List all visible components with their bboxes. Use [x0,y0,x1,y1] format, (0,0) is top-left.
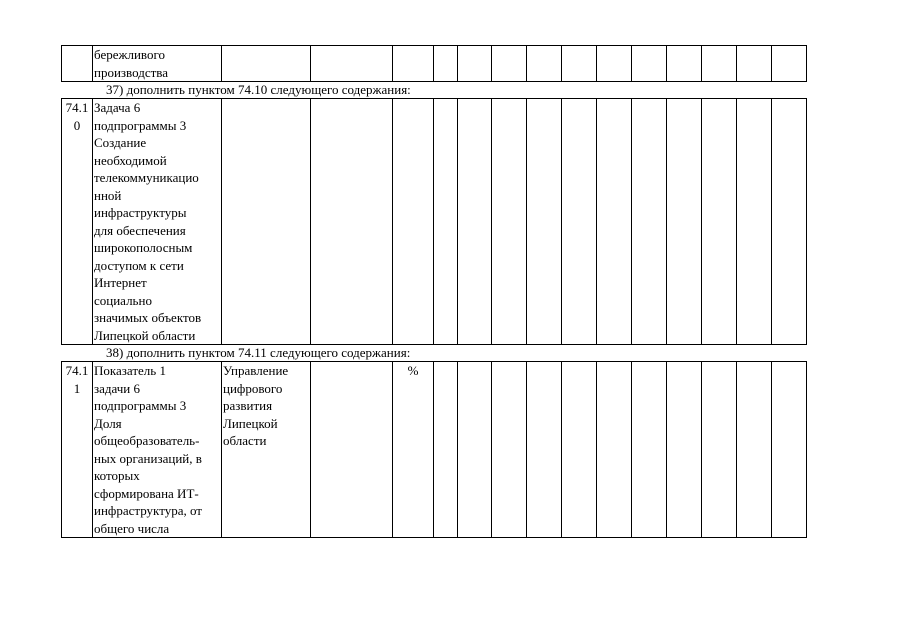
row-unit-col [311,46,393,82]
value-cell [737,99,772,345]
row-unit: % [393,362,434,538]
table-segment-3 [61,361,807,538]
value-cell [667,362,702,538]
amendment-note-38: 38) дополнить пунктом 74.11 следующего содержания: [106,345,411,360]
value-cell [562,46,597,82]
value-cell [458,99,492,345]
value-cell [702,99,737,345]
value-cell [737,46,772,82]
row-number: 74.1 1 [62,362,93,538]
value-cell [492,46,527,82]
row-number [62,46,93,82]
value-cell [527,99,562,345]
value-cell [458,362,492,538]
row-responsible: Управление цифрового развития Липецкой области [222,362,311,538]
value-cell [597,99,632,345]
value-cell [434,99,458,345]
value-cell [597,46,632,82]
table-row [62,362,807,538]
table-segment-1 [61,45,807,82]
row-name: Задача 6 подпрограммы 3 Создание необходимой телекоммуникацио нной инфраструктуры для обеспечения широкополосным доступом к сети Интернет социально значимых объектов Липецкой области [93,99,222,345]
row-name: бережливого производства [93,46,222,82]
row-name: Показатель 1 задачи 6 подпрограммы 3 Доля общеобразователь- ных организаций, в которых сформирована ИТ- инфраструктура, от общего числа [93,362,222,538]
row-unit [393,46,434,82]
row-unit-col [311,362,393,538]
row-number: 74.1 0 [62,99,93,345]
table-row [62,99,807,345]
value-cell [527,362,562,538]
row-unit-col [311,99,393,345]
value-cell [772,99,807,345]
value-cell [667,99,702,345]
row-unit [393,99,434,345]
value-cell [492,99,527,345]
value-cell [702,46,737,82]
table-segment-2 [61,98,807,345]
value-cell [772,46,807,82]
value-cell [737,362,772,538]
value-cell [492,362,527,538]
value-cell [527,46,562,82]
value-cell [597,362,632,538]
value-cell [562,362,597,538]
value-cell [772,362,807,538]
value-cell [632,362,667,538]
row-responsible [222,99,311,345]
value-cell [632,99,667,345]
value-cell [667,46,702,82]
value-cell [632,46,667,82]
table-row [62,46,807,82]
row-responsible [222,46,311,82]
amendment-note-37: 37) дополнить пунктом 74.10 следующего содержания: [106,82,411,97]
value-cell [434,362,458,538]
value-cell [434,46,458,82]
value-cell [458,46,492,82]
value-cell [562,99,597,345]
value-cell [702,362,737,538]
